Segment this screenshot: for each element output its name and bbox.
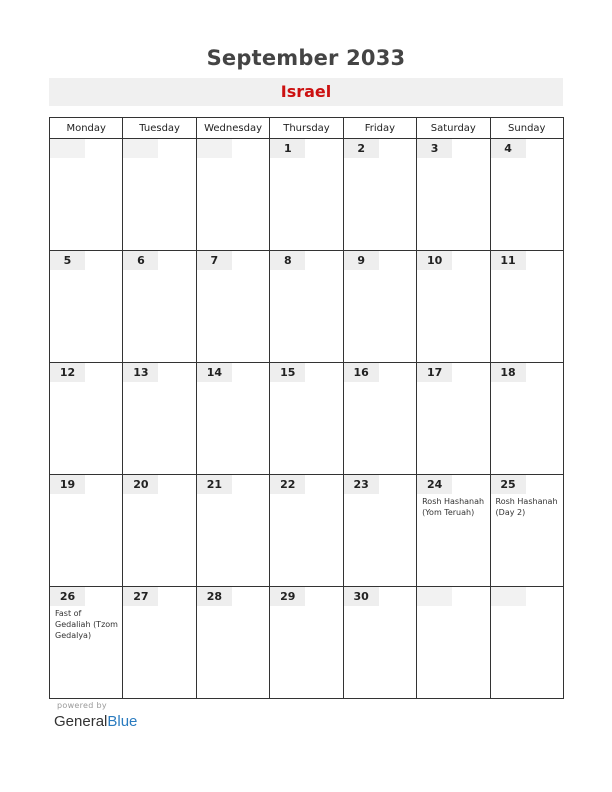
day-number: 24: [417, 475, 452, 494]
weekday-tuesday: Tuesday: [123, 118, 196, 139]
country-name: Israel: [280, 82, 332, 101]
day-cell: [490, 475, 563, 587]
day-number: 25: [491, 475, 526, 494]
day-number: 7: [197, 251, 232, 270]
holiday-event: Rosh Hashanah (Yom Teruah): [422, 497, 485, 517]
day-number: 6: [123, 251, 158, 270]
day-cell: [123, 251, 196, 363]
week-row: [50, 475, 564, 587]
day-number: 3: [417, 139, 452, 158]
day-number: 30: [344, 587, 379, 606]
holiday-event: Fast of Gedaliah (Tzom Gedalya): [55, 609, 118, 640]
day-number: 18: [491, 363, 526, 382]
weekday-wednesday: Wednesday: [196, 118, 269, 139]
day-number: 2: [344, 139, 379, 158]
week-row: [50, 139, 564, 251]
day-cell: [490, 251, 563, 363]
day-cell: [50, 587, 123, 699]
day-cell: [50, 363, 123, 475]
empty-day-cell: [50, 139, 123, 251]
day-cell: [50, 475, 123, 587]
country-bar: [49, 78, 563, 106]
empty-day-chip: [491, 587, 526, 606]
day-number: 17: [417, 363, 452, 382]
day-number: 11: [491, 251, 526, 270]
day-cell: [417, 139, 490, 251]
empty-day-chip: [123, 139, 158, 158]
day-cell: [123, 475, 196, 587]
day-number: 15: [270, 363, 305, 382]
day-number: 27: [123, 587, 158, 606]
generalblue-logo[interactable]: [54, 713, 137, 730]
day-cell: [417, 251, 490, 363]
day-number: 22: [270, 475, 305, 494]
day-number: 19: [50, 475, 85, 494]
day-cell: [343, 587, 416, 699]
day-cell: [123, 587, 196, 699]
empty-day-chip: [417, 587, 452, 606]
brand-blue: Blue: [107, 713, 138, 730]
day-cell: [490, 139, 563, 251]
weekday-sunday: Sunday: [490, 118, 563, 139]
weekday-saturday: Saturday: [417, 118, 490, 139]
day-number: 28: [197, 587, 232, 606]
day-cell: [270, 363, 343, 475]
weekday-monday: Monday: [50, 118, 123, 139]
day-cell: [50, 251, 123, 363]
day-cell: [270, 587, 343, 699]
empty-day-cell: [417, 587, 490, 699]
day-cell: [270, 251, 343, 363]
empty-day-chip: [50, 139, 85, 158]
day-cell: [196, 363, 269, 475]
empty-day-cell: [196, 139, 269, 251]
day-number: 20: [123, 475, 158, 494]
day-number: 10: [417, 251, 452, 270]
weekday-header-row: [50, 118, 564, 139]
day-number: 21: [197, 475, 232, 494]
day-cell: [123, 363, 196, 475]
page-title: September 2033: [206, 46, 406, 70]
day-number: 1: [270, 139, 305, 158]
day-cell: [343, 251, 416, 363]
day-cell: [343, 139, 416, 251]
week-row: [50, 251, 564, 363]
day-number: 29: [270, 587, 305, 606]
day-cell: [196, 251, 269, 363]
day-cell: [343, 363, 416, 475]
day-cell: [490, 363, 563, 475]
day-number: 4: [491, 139, 526, 158]
day-number: 12: [50, 363, 85, 382]
powered-by-label: powered by: [57, 701, 107, 710]
brand-general: General: [54, 713, 108, 730]
day-cell: [417, 363, 490, 475]
day-cell: [270, 139, 343, 251]
day-number: 13: [123, 363, 158, 382]
day-cell: [196, 587, 269, 699]
day-cell: [270, 475, 343, 587]
calendar-grid: [49, 117, 564, 699]
week-row: [50, 363, 564, 475]
empty-day-chip: [197, 139, 232, 158]
day-number: 26: [50, 587, 85, 606]
day-number: 9: [344, 251, 379, 270]
day-number: 14: [197, 363, 232, 382]
week-row: [50, 587, 564, 699]
day-number: 16: [344, 363, 379, 382]
empty-day-cell: [490, 587, 563, 699]
day-number: 8: [270, 251, 305, 270]
day-number: 23: [344, 475, 379, 494]
weekday-thursday: Thursday: [270, 118, 343, 139]
day-number: 5: [50, 251, 85, 270]
holiday-event: Rosh Hashanah (Day 2): [495, 497, 558, 517]
weekday-friday: Friday: [343, 118, 416, 139]
empty-day-cell: [123, 139, 196, 251]
day-cell: [196, 475, 269, 587]
day-cell: [417, 475, 490, 587]
day-cell: [343, 475, 416, 587]
